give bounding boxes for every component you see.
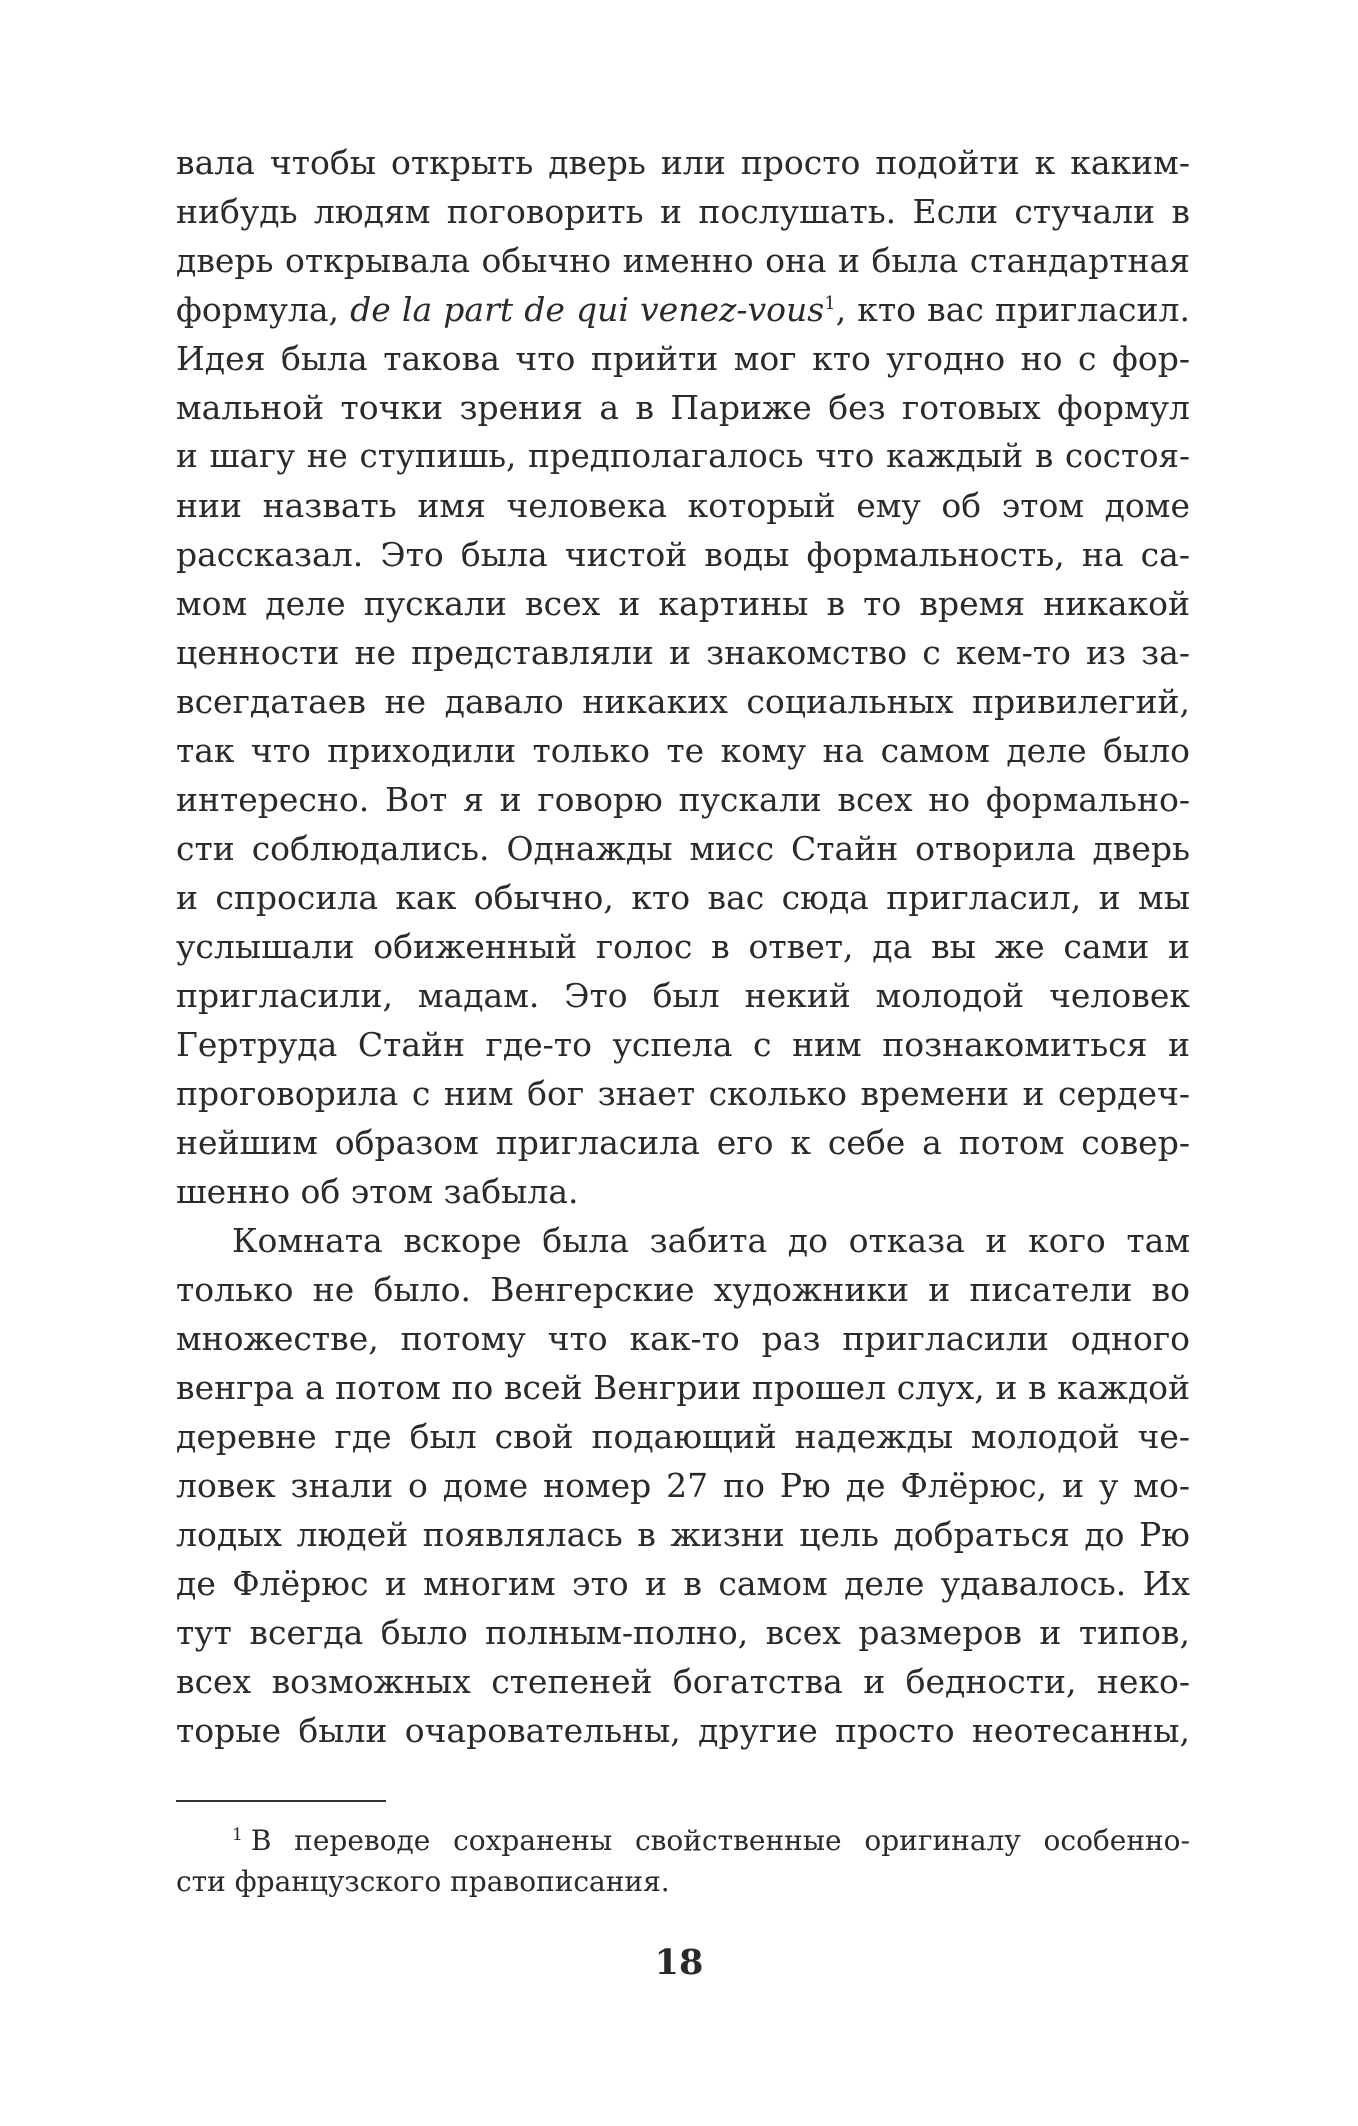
text-line: сти соблюдались. Однажды мисс Стайн отворила дверь (176, 829, 1190, 868)
text-line: тут всегда было полным-полно, всех размеров и типов, (176, 1613, 1190, 1652)
text-line-with-footnote (176, 285, 1190, 334)
text-fragment: , кто вас пригласил. (835, 290, 1190, 329)
text-line: рассказал. Это была чистой воды формальность, на са- (176, 535, 1190, 574)
text-line: Идея была такова что прийти мог кто угодно но с фор- (176, 339, 1190, 378)
text-line: дверь открывала обычно именно она и была стандартная (176, 241, 1190, 280)
text-line: пригласили, мадам. Это был некий молодой человек (176, 976, 1190, 1015)
text-line: только не было. Венгерские художники и писатели во (176, 1270, 1190, 1309)
text-line: интересно. Вот я и говорю пускали всех но формально- (176, 780, 1190, 819)
text-line: шенно об этом забыла. (176, 1172, 579, 1211)
text-line: всех возможных степеней богатства и бедности, неко- (176, 1662, 1190, 1701)
text-line: мом деле пускали всех и картины в то время никакой (176, 584, 1190, 623)
footnote-line: сти французского правописания. (176, 1865, 670, 1898)
footnote (176, 1820, 1190, 1902)
text-line: ловек знали о доме номер 27 по Рю де Флёрюс, и у мо- (176, 1466, 1190, 1505)
text-line: и шагу не ступишь, предполагалось что каждый в состоя- (176, 437, 1190, 475)
text-line: так что приходили только те кому на самом деле было (176, 731, 1190, 770)
text-line: и спросила как обычно, кто вас сюда пригласил, и мы (176, 878, 1190, 917)
page-number: 18 (654, 1942, 704, 1983)
text-line: вала чтобы открыть дверь или просто подойти к каким- (176, 143, 1190, 182)
text-line: всегдатаев не давало никаких социальных привилегий, (176, 682, 1190, 721)
text-line: мальной точки зрения а в Париже без готовых формул (176, 388, 1190, 427)
footnote-line (176, 1820, 1190, 1861)
text-line: нии назвать имя человека который ему об этом доме (176, 486, 1190, 525)
text-line: проговорила с ним бог знает сколько времени и сердеч- (176, 1074, 1190, 1113)
text-line: Гертруда Стайн где-то успела с ним познакомиться и (176, 1025, 1190, 1064)
main-text (176, 138, 1190, 1755)
footnote-text: В переводе сохранены свойственные оригиналу особенно- (250, 1824, 1190, 1857)
text-line: Комната вскоре была забита до отказа и кого там (232, 1221, 1190, 1260)
text-line: торые были очаровательны, другие просто неотесанны, (176, 1711, 1190, 1750)
text-line: ценности не представляли и знакомство с кем-то из за- (176, 633, 1190, 672)
text-line: де Флёрюс и многим это и в самом деле удавалось. Их (176, 1564, 1190, 1603)
text-line: множестве, потому что как-то раз пригласили одного (176, 1319, 1190, 1358)
text-line: деревне где был свой подающий надежды молодой че- (176, 1417, 1190, 1456)
text-line: услышали обиженный голос в ответ, да вы же сами и (176, 927, 1190, 966)
footnote-divider (176, 1800, 386, 1802)
text-fragment: формула, (176, 290, 351, 329)
text-line: нейшим образом пригласила его к себе а потом совер- (176, 1123, 1190, 1162)
footnote-reference: 1 (824, 293, 836, 314)
text-line: лодых людей появлялась в жизни цель добраться до Рю (176, 1515, 1190, 1554)
text-line: нибудь людям поговорить и послушать. Если стучали в (176, 192, 1190, 231)
french-phrase: de la part de qui venez-vous (350, 290, 825, 329)
footnote-marker: 1 (232, 1824, 243, 1845)
text-line: венгра а потом по всей Венгрии прошел слух, и в каждой (176, 1368, 1190, 1407)
